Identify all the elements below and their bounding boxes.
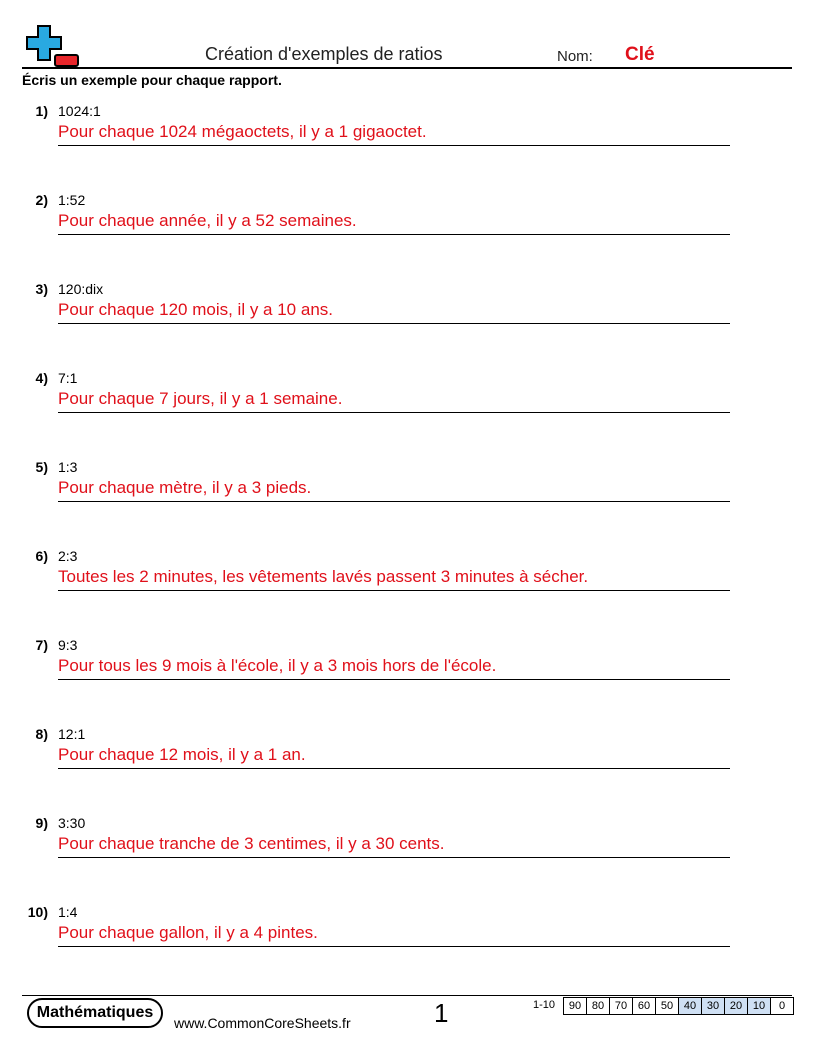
- score-cell: 20: [724, 997, 748, 1015]
- score-cell: 80: [586, 997, 610, 1015]
- problem-number: 7): [35, 637, 48, 653]
- name-value: Clé: [625, 44, 655, 65]
- score-cell: 40: [678, 997, 702, 1015]
- score-cell: 60: [632, 997, 656, 1015]
- problem-answer: Pour chaque 12 mois, il y a 1 an.: [58, 745, 306, 764]
- score-cell: 30: [701, 997, 725, 1015]
- problem-answer: Pour chaque année, il y a 52 semaines.: [58, 211, 357, 230]
- problem-ratio: 7:1: [58, 370, 78, 386]
- problem-item: [0, 103, 816, 163]
- score-cell: 0: [770, 997, 794, 1015]
- problem-answer: Pour chaque gallon, il y a 4 pintes.: [58, 923, 318, 942]
- answer-line: [58, 145, 730, 146]
- instructions: Écris un exemple pour chaque rapport.: [22, 72, 282, 88]
- problem-number: 8): [35, 726, 48, 742]
- problem-ratio: 12:1: [58, 726, 86, 742]
- problem-item: [0, 726, 816, 786]
- score-cell: 50: [655, 997, 679, 1015]
- problem-item: [0, 815, 816, 875]
- problem-number: 6): [35, 548, 48, 564]
- answer-line: [58, 323, 730, 324]
- header-divider: [22, 67, 792, 69]
- problem-number: 4): [35, 370, 48, 386]
- score-range-label: 1-10: [533, 999, 556, 1011]
- name-label: Nom:: [557, 48, 593, 65]
- problem-answer: Pour chaque tranche de 3 centimes, il y a 30 cents.: [58, 834, 445, 853]
- problem-number: 5): [35, 459, 48, 475]
- problem-answer: Pour chaque 120 mois, il y a 10 ans.: [58, 300, 333, 319]
- problem-answer: Pour tous les 9 mois à l'école, il y a 3 mois hors de l'école.: [58, 656, 497, 675]
- answer-line: [58, 412, 730, 413]
- problem-number: 9): [35, 815, 48, 831]
- problem-ratio: 1:52: [58, 192, 86, 208]
- problem-item: [0, 281, 816, 341]
- problem-ratio: 2:3: [58, 548, 78, 564]
- score-cell: 90: [563, 997, 587, 1015]
- answer-line: [58, 768, 730, 769]
- answer-line: [58, 857, 730, 858]
- answer-line: [58, 679, 730, 680]
- page-number: 1: [434, 998, 449, 1028]
- score-table: [564, 997, 794, 1015]
- subject-badge: Mathématiques: [27, 998, 163, 1028]
- footer-divider: [22, 995, 792, 996]
- problem-item: [0, 459, 816, 519]
- problem-number: 10): [27, 904, 48, 920]
- problem-answer: Pour chaque 7 jours, il y a 1 semaine.: [58, 389, 343, 408]
- problem-number: 3): [35, 281, 48, 297]
- problem-item: [0, 904, 816, 964]
- problem-ratio: 1:3: [58, 459, 78, 475]
- problem-item: [0, 192, 816, 252]
- page-title: Création d'exemples de ratios: [205, 44, 443, 64]
- problem-item: [0, 637, 816, 697]
- answer-line: [58, 946, 730, 947]
- answer-line: [58, 590, 730, 591]
- problem-answer: Toutes les 2 minutes, les vêtements lavés passent 3 minutes à sécher.: [58, 567, 589, 586]
- problem-answer: Pour chaque 1024 mégaoctets, il y a 1 gigaoctet.: [58, 122, 427, 141]
- problem-ratio: 9:3: [58, 637, 78, 653]
- answer-line: [58, 501, 730, 502]
- problem-number: 1): [35, 103, 48, 119]
- site-url[interactable]: www.CommonCoreSheets.fr: [174, 1015, 351, 1031]
- problem-item: [0, 548, 816, 608]
- problem-number: 2): [35, 192, 48, 208]
- problem-ratio: 1024:1: [58, 103, 101, 119]
- score-cell: 10: [747, 997, 771, 1015]
- problem-ratio: 120:dix: [58, 281, 104, 297]
- problem-answer: Pour chaque mètre, il y a 3 pieds.: [58, 478, 312, 497]
- problem-ratio: 1:4: [58, 904, 78, 920]
- plus-minus-logo-icon: [22, 24, 80, 68]
- score-cell: 70: [609, 997, 633, 1015]
- problem-item: [0, 370, 816, 430]
- problem-ratio: 3:30: [58, 815, 86, 831]
- answer-line: [58, 234, 730, 235]
